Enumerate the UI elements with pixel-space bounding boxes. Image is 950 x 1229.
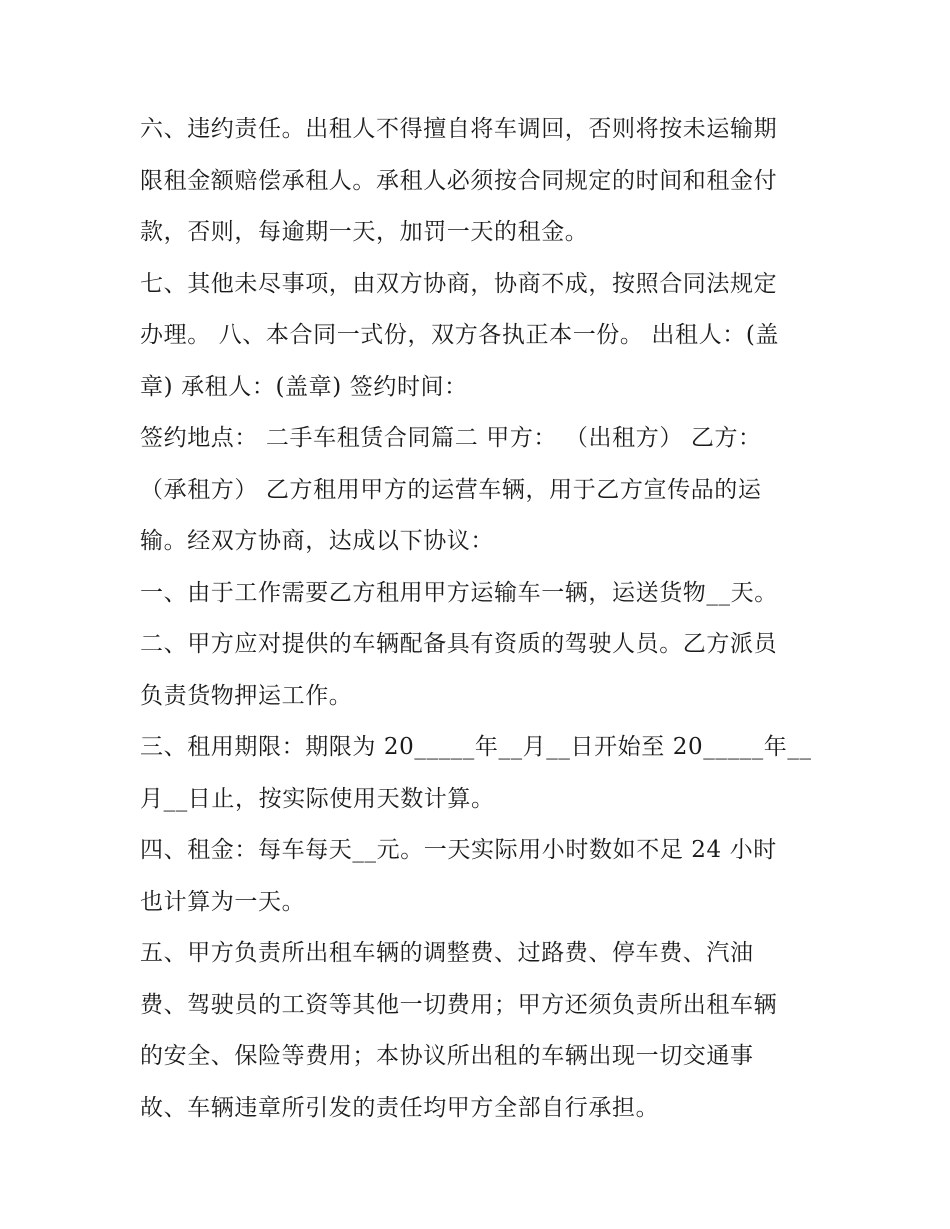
text-line: 一、由于工作需要乙方租用甲方运输车一辆，运送货物__天。	[140, 579, 778, 606]
text-line: 章) 承租人：(盖章) 签约时间：	[140, 373, 468, 400]
text-line: 故、车辆违章所引发的责任均甲方全部自行承担。	[140, 1094, 660, 1121]
text-line: 的安全、保险等费用；本协议所出租的车辆出现一切交通事	[140, 1043, 754, 1069]
text-line: 七、其他未尽事项，由双方协商，协商不成，按照合同法规定	[140, 270, 778, 297]
text-line: 负责货物押运工作。	[140, 682, 353, 709]
text-line: 款，否则，每逾期一天，加罚一天的租金。	[140, 219, 589, 245]
text-line: 二、甲方应对提供的车辆配备具有资质的驾驶人员。乙方派员	[140, 631, 778, 657]
text-line: 六、违约责任。出租人不得擅自将车调回，否则将按未运输期	[140, 116, 778, 142]
document-body	[140, 104, 820, 1134]
text-line: 费、驾驶员的工资等其他一切费用；甲方还须负责所出租车辆	[140, 991, 778, 1018]
text-line: 四、租金：每车每天__元。一天实际用小时数如不足 24 小时	[140, 837, 777, 863]
text-line: （承租方） 乙方租用甲方的运营车辆，用于乙方宣传品的运	[140, 476, 762, 503]
text-line: 签约地点： 二手车租赁合同篇二 甲方： （出租方） 乙方：	[140, 425, 762, 451]
text-line: 办理。 八、本合同一式份，双方各执正本一份。 出租人：(盖	[140, 322, 779, 348]
text-line: 月__日止，按实际使用天数计算。	[140, 785, 495, 812]
text-line: 也计算为一天。	[140, 888, 306, 915]
text-line: 输。经双方协商，达成以下协议：	[140, 528, 494, 554]
text-line: 五、甲方负责所出租车辆的调整费、过路费、停车费、汽油	[140, 940, 754, 966]
text-line: 三、租用期限：期限为 20_____年__月__日开始至 20_____年__	[140, 734, 812, 760]
text-line: 限租金额赔偿承租人。承租人必须按合同规定的时间和租金付	[140, 167, 778, 194]
